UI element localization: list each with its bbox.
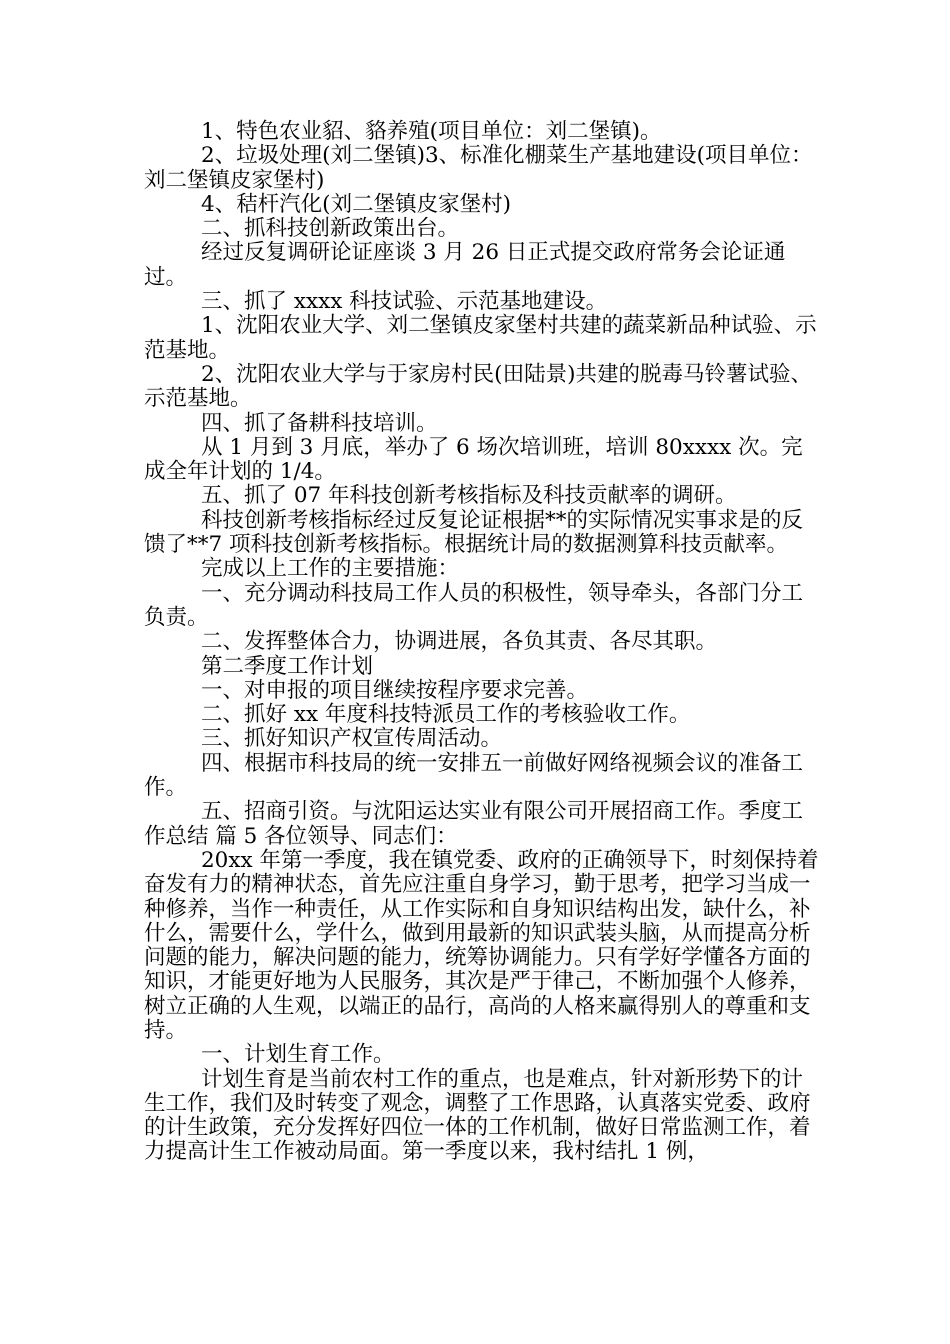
paragraph: 四、根据市科技局的统一安排五一前做好网络视频会议的准备工作。	[144, 750, 804, 801]
paragraph: 一、对申报的项目继续按程序要求完善。	[201, 677, 589, 703]
paragraph: 2、沈阳农业大学与于家房村民(田陆景)共建的脱毒马铃薯试验、示范基地。	[144, 361, 812, 412]
paragraph: 二、抓好 xx 年度科技特派员工作的考核验收工作。	[201, 702, 691, 728]
paragraph: 4、秸杆汽化(刘二堡镇皮家堡村)	[201, 191, 511, 217]
paragraph: 20xx 年第一季度，我在镇党委、政府的正确领导下，时刻保持着奋发有力的精神状态，首先应注重自身学习，勤于思考，把学习当成一种修养，当作一种责任，从工作实际和自身知识结构出发，缺什么，补什么，需要什么，学什么，做到用最新的知识武装头脑，从而提高分析问题的能力，解决问题的能力，统筹协调能力。只有学好学懂各方面的知识，才能更好地为人民服务，其次是严于律己，不断加强个人修养，树立正确的人生观，以端正的品行，高尚的人格来赢得别人的尊重和支持。	[144, 847, 819, 1043]
document-body	[144, 120, 824, 1165]
paragraph: 2、垃圾处理(刘二堡镇)3、标准化棚菜生产基地建设(项目单位：刘二堡镇皮家堡村)	[144, 143, 813, 193]
paragraph: 经过反复调研论证座谈 3 月 26 日正式提交政府常务会论证通过。	[144, 240, 786, 290]
paragraph: 五、招商引资。与沈阳运达实业有限公司开展招商工作。季度工作总结 篇 5 各位领导、同志们：	[144, 799, 804, 849]
paragraph: 四、抓了备耕科技培训。	[201, 410, 438, 436]
paragraph: 1、沈阳农业大学、刘二堡镇皮家堡村共建的蔬菜新品种试验、示范基地。	[144, 313, 817, 363]
paragraph: 1、特色农业貂、貉养殖(项目单位：刘二堡镇)。	[201, 119, 662, 144]
paragraph: 二、发挥整体合力，协调进展，各负其责、各尽其职。	[201, 629, 718, 655]
paragraph: 科技创新考核指标经过反复论证根据**的实际情况实事求是的反馈了**7 项科技创新考核指标。根据统计局的数据测算科技贡献率。	[144, 507, 804, 558]
paragraph: 从 1 月到 3 月底，举办了 6 场次培训班，培训 80xxxx 次。完成全年计划的 1/4。	[144, 434, 803, 485]
paragraph: 一、充分调动科技局工作人员的积极性，领导牵头，各部门分工负责。	[144, 580, 804, 630]
paragraph: 三、抓了 xxxx 科技试验、示范基地建设。	[201, 289, 608, 315]
paragraph: 二、抓科技创新政策出台。	[201, 216, 460, 242]
paragraph: 一、计划生育工作。	[201, 1042, 395, 1068]
section-heading: 第二季度工作计划	[201, 653, 374, 679]
paragraph: 完成以上工作的主要措施：	[201, 556, 460, 582]
paragraph: 五、抓了 07 年科技创新考核指标及科技贡献率的调研。	[201, 483, 737, 509]
paragraph: 三、抓好知识产权宣传周活动。	[201, 726, 503, 752]
paragraph: 计划生育是当前农村工作的重点，也是难点，针对新形势下的计生工作，我们及时转变了观念，调整了工作思路，认真落实党委、政府的计生政策，充分发挥好四位一体的工作机制，做好日常监测工作，着力提高计生工作被动局面。第一季度以来，我村结扎 1 例，	[144, 1066, 811, 1165]
